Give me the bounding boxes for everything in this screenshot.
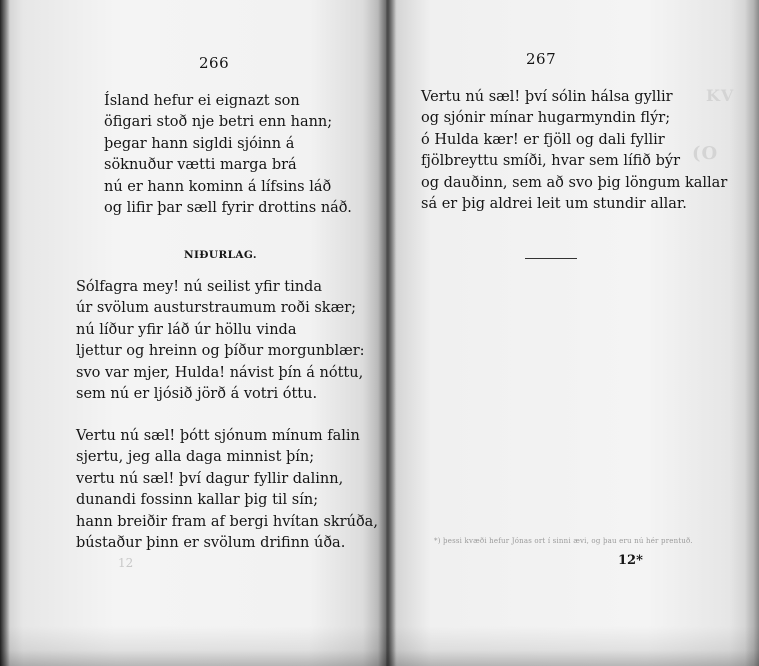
verse-line: Vertu nú sæl! því sólin hálsa gyllir: [421, 89, 673, 105]
verse-line: öfigari stoð nje betri enn hann;: [104, 114, 333, 131]
stanza-2: [76, 277, 365, 405]
bleed-through-footnote: *) þessi kvæði hefur Jónas ort í sinni ævi, og þau eru nú hér prentuð.: [434, 537, 693, 545]
verse-line: bústaður þinn er svölum drifinn úða.: [76, 535, 346, 552]
stanza-1: [104, 91, 352, 219]
signature-mark: 12*: [618, 553, 643, 568]
verse-line: ljettur og hreinn og þíður morgunblær:: [76, 343, 365, 360]
verse-line: sjertu, jeg alla daga minnist þín;: [76, 449, 315, 466]
verse-line: og lifir þar sæll fyrir drottins náð.: [104, 200, 352, 217]
bleed-through-text: 12: [118, 556, 134, 570]
page-number-right: 267: [526, 50, 557, 68]
section-heading: NIÐURLAG.: [184, 249, 257, 261]
verse-line: nú er hann kominn á lífsins láð: [104, 178, 332, 195]
verse-line: fjölbreyttu smíði, hvar sem lífið býr: [421, 153, 681, 170]
verse-line: hann breiðir fram af bergi hvítan skrúða,: [76, 513, 378, 530]
verse-line: vertu nú sæl! því dagur fyllir dalinn,: [76, 470, 344, 487]
verse-line: söknuður vætti marga brá: [104, 157, 297, 174]
verse-line: ó Hulda kær! er fjöll og dali fyllir: [421, 131, 665, 148]
page-number-left: 266: [199, 54, 230, 72]
verse-line: Sólfagra mey! nú seilist yfir tinda: [76, 279, 322, 295]
verse-line: svo var mjer, Hulda! návist þín á nóttu,: [76, 364, 364, 381]
verse-line: þegar hann sigldi sjóinn á: [104, 135, 295, 152]
stanza-right: [421, 87, 727, 215]
bleed-through-heading: (O: [692, 143, 719, 164]
verse-line: og sjónir mínar hugarmyndin flýr;: [421, 110, 671, 127]
verse-line: Vertu nú sæl! þótt sjónum mínum falin: [76, 428, 360, 444]
end-divider: [525, 258, 577, 259]
verse-line: sá er þig aldrei leit um stundir allar.: [421, 196, 687, 213]
verse-line: sem nú er ljósið jörð á votri óttu.: [76, 386, 318, 403]
verse-line: Ísland hefur ei eignazt son: [104, 93, 300, 109]
verse-line: og dauðinn, sem að svo þig löngum kallar: [421, 174, 728, 191]
bleed-through-heading: KV: [706, 86, 735, 105]
verse-line: nú líður yfir láð úr höllu vinda: [76, 321, 297, 338]
verse-line: úr svölum austurstraumum roði skær;: [76, 300, 357, 317]
right-page: [386, 0, 759, 666]
verse-line: dunandi fossinn kallar þig til sín;: [76, 492, 319, 509]
stanza-3: [76, 426, 378, 554]
